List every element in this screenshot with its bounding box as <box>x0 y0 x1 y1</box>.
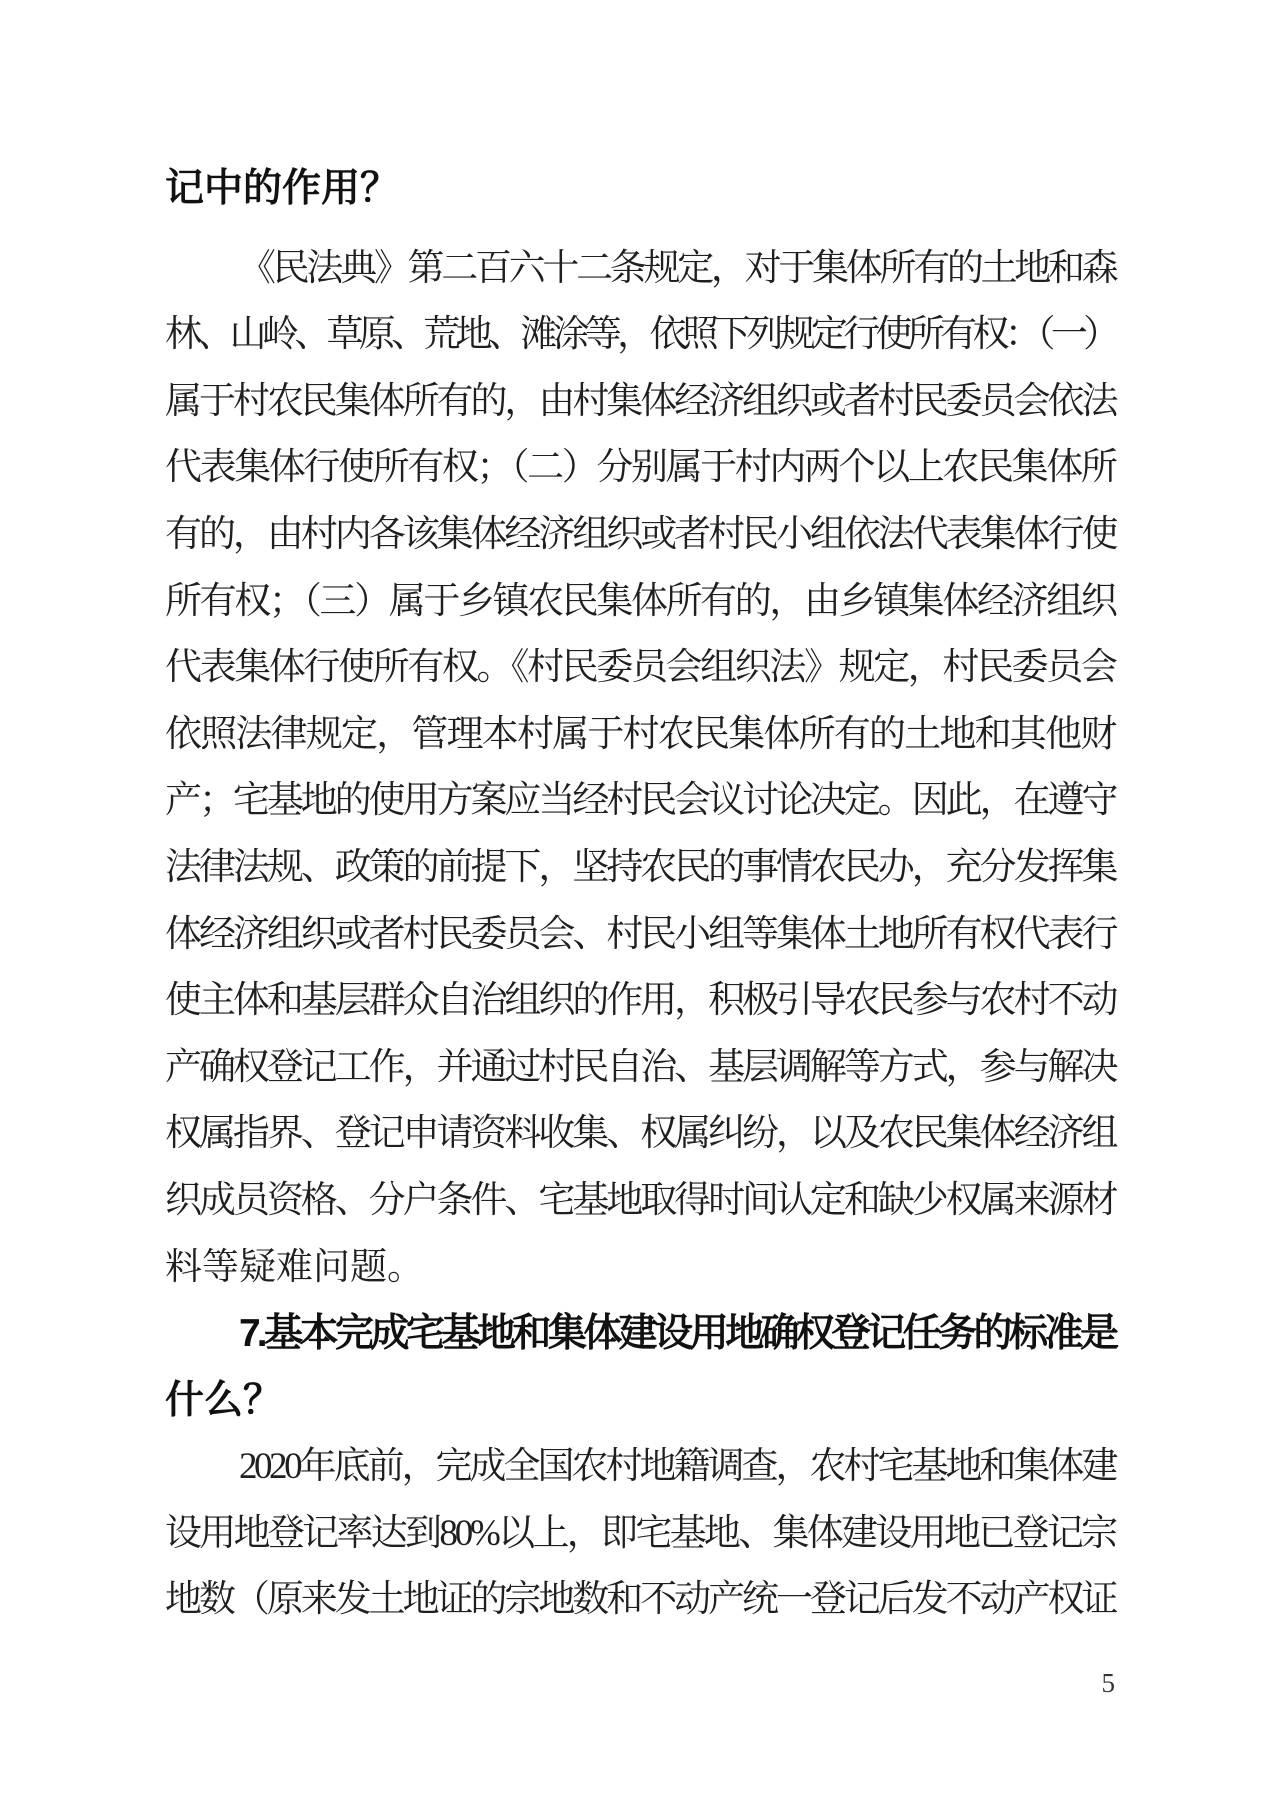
paragraph-1-line-4: 代表集体行使所有权；（二）分别属于村内两个以上农民集体所 <box>165 447 1115 489</box>
paragraph-1-line-3: 属于村农民集体所有的，由村集体经济组织或者村民委员会依法 <box>165 380 1115 422</box>
paragraph-1-line-9: 产；宅基地的使用方案应当经村民会议讨论决定。因此，在遵守 <box>165 780 1115 822</box>
paragraph-1-line-10: 法律法规、政策的前提下，坚持农民的事情农民办，充分发挥集 <box>165 846 1115 888</box>
paragraph-2-line-1: 2020年底前，完成全国农村地籍调查，农村宅基地和集体建 <box>239 1446 1115 1488</box>
paragraph-1-line-6: 所有权；（三）属于乡镇农民集体所有的，由乡镇集体经济组织 <box>165 580 1115 622</box>
paragraph-1-line-7: 代表集体行使所有权。《村民委员会组织法》规定，村民委员会 <box>165 647 1115 689</box>
paragraph-2-line-2: 设用地登记率达到80%以上，即宅基地、集体建设用地已登记宗 <box>165 1512 1115 1554</box>
paragraph-1-line-12: 使主体和基层群众自治组织的作用，积极引导农民参与农村不动 <box>165 980 1115 1022</box>
paragraph-1-line-15: 织成员资格、分户条件、宅基地取得时间认定和缺少权属来源材 <box>165 1179 1115 1221</box>
paragraph-1-line-2: 林、山岭、草原、荒地、滩涂等，依照下列规定行使所有权：（一） <box>165 314 1115 356</box>
page-text-block <box>165 156 1115 1634</box>
paragraph-1-line-8: 依照法律规定，管理本村属于村农民集体所有的土地和其他财 <box>165 713 1115 755</box>
paragraph-1-line-5: 有的，由村内各该集体经济组织或者村民小组依法代表集体行使 <box>165 513 1115 555</box>
paragraph-2-line-3: 地数（原来发土地证的宗地数和不动产统一登记后发不动产权证 <box>165 1579 1115 1621</box>
paragraph-1-line-16: 料等疑难问题。 <box>165 1246 424 1288</box>
paragraph-1-line-14: 权属指界、登记申请资料收集、权属纠纷，以及农民集体经济组 <box>165 1113 1115 1155</box>
paragraph-1-line-13: 产确权登记工作，并通过村民自治、基层调解等方式，参与解决 <box>165 1046 1115 1088</box>
paragraph-1-line-11: 体经济组织或者村民委员会、村民小组等集体土地所有权代表行 <box>165 913 1115 955</box>
question-7-heading-line-1: 7.基本完成宅基地和集体建设用地确权登记任务的标准是 <box>239 1312 1115 1356</box>
section-heading-continuation: 记中的作用？ <box>165 167 400 210</box>
question-7-heading-line-2: 什么？ <box>165 1378 283 1422</box>
paragraph-1-line-1: 《民法典》第二百六十二条规定，对于集体所有的土地和森 <box>239 247 1115 289</box>
page-number: 5 <box>1101 1668 1115 1698</box>
